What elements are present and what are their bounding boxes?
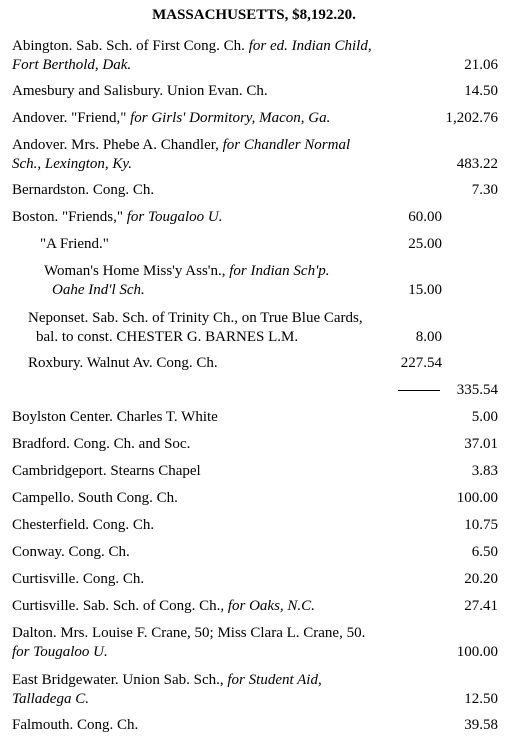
entry-text: "A Friend." (40, 236, 109, 252)
entry-subamount: 227.54 (400, 355, 442, 371)
entry-note-italic: Fort Berthold, Dak. (12, 57, 132, 73)
entry-amount: 100.00 (456, 644, 498, 660)
entry-amount: 5.00 (471, 409, 498, 425)
entry-text: Falmouth. Cong. Ch. (12, 717, 139, 733)
entry-text: Woman's Home Miss'y Ass'n., (44, 263, 230, 279)
entry-note-italic: Talladega C. (12, 691, 89, 707)
entry-description-line (12, 516, 154, 535)
page-title: MASSACHUSETTS, $8,192.20. (152, 7, 356, 23)
entry-note-italic: for Girls' Dormitory, Macon, Ga. (130, 110, 331, 126)
entry-amount: 483.22 (456, 156, 498, 172)
entry-amount: 6.50 (471, 544, 498, 560)
entry-text: Bernardston. Cong. Ch. (12, 182, 155, 198)
entry-description-line (12, 435, 190, 454)
entry-description-line (12, 570, 144, 589)
entry-description-line (12, 597, 315, 616)
entry-amount: 7.30 (471, 182, 498, 198)
entry-note-italic: Sch., Lexington, Ky. (12, 156, 132, 172)
entry-description-line (52, 281, 145, 300)
entry-subamount: 15.00 (408, 282, 442, 298)
entry-note-italic: for Student Aid, (227, 672, 322, 688)
entry-description-line (12, 208, 223, 227)
entry-text: Andover. "Friend," (12, 110, 131, 126)
entry-description-line (12, 624, 365, 643)
entry-amount: 20.20 (464, 571, 498, 587)
entry-description-line (28, 354, 218, 373)
entry-amount: 37.01 (464, 436, 498, 452)
entry-text: Bradford. Cong. Ch. and Soc. (12, 436, 191, 452)
entry-description-line (44, 262, 330, 281)
entry-description-line (36, 328, 298, 347)
entry-description-line (12, 690, 89, 709)
entry-note-italic: for Indian Sch'p. (229, 263, 330, 279)
entry-subamount: 8.00 (415, 329, 442, 345)
entry-amount: 21.06 (464, 57, 498, 73)
entry-amount: 39.58 (464, 717, 498, 733)
entry-description-line (12, 82, 268, 101)
entry-description-line (12, 136, 350, 155)
entry-text: Cambridgeport. Stearns Chapel (12, 463, 201, 479)
entry-description-line (12, 489, 178, 508)
entry-description-line (12, 109, 330, 128)
entry-description-line (12, 56, 131, 75)
entry-amount: 100.00 (456, 490, 498, 506)
entry-text: Neponset. Sab. Sch. of Trinity Ch., on True Blue Cards, (28, 310, 363, 326)
entry-text: Roxbury. Walnut Av. Cong. Ch. (28, 355, 218, 371)
entry-subamount: 25.00 (408, 236, 442, 252)
entry-text: Boylston Center. Charles T. White (12, 409, 218, 425)
entry-text: Andover. Mrs. Phebe A. Chandler, (12, 137, 223, 153)
entry-amount: 10.75 (464, 517, 498, 533)
entry-note-italic: for Tougaloo U. (126, 209, 223, 225)
entry-text: Amesbury and Salisbury. Union Evan. Ch. (12, 83, 268, 99)
entry-text: Campello. South Cong. Ch. (12, 490, 178, 506)
entry-subamount: 60.00 (408, 209, 442, 225)
entry-description-line (28, 309, 363, 328)
entry-description-line (40, 235, 109, 254)
entry-description-line (12, 716, 138, 735)
entry-text: East Bridgewater. Union Sab. Sch., (12, 672, 228, 688)
entry-amount: 3.83 (471, 463, 498, 479)
entry-amount: 1,202.76 (445, 110, 498, 126)
entry-description-line (12, 643, 108, 662)
entry-note-italic: Oahe Ind'l Sch. (52, 282, 145, 298)
entry-note-italic: for Oaks, N.C. (227, 598, 315, 614)
entry-text: Dalton. Mrs. Louise F. Crane, 50; Miss Clara L. Crane, 50. (12, 625, 366, 641)
entry-description-line (12, 543, 130, 562)
entry-text: Curtisville. Cong. Ch. (12, 571, 145, 587)
entry-description-line (12, 155, 132, 174)
entry-note-italic: for Tougaloo U. (12, 644, 108, 660)
entry-amount: 14.50 (464, 83, 498, 99)
entry-text: Curtisville. Sab. Sch. of Cong. Ch., (12, 598, 228, 614)
entry-description-line (12, 181, 154, 200)
entry-text: Boston. "Friends," (12, 209, 127, 225)
entry-text: Conway. Cong. Ch. (12, 544, 130, 560)
entry-note-italic: for ed. Indian Child, (248, 38, 372, 54)
entry-text: Chesterfield. Cong. Ch. (12, 517, 155, 533)
entry-description-line (12, 408, 218, 427)
entry-note-italic: for Chandler Normal (222, 137, 351, 153)
entry-text: Abington. Sab. Sch. of First Cong. Ch. (12, 38, 249, 54)
entry-subtotal-amount: 335.54 (456, 382, 498, 398)
entry-description-line (12, 37, 372, 56)
entry-amount: 27.41 (464, 598, 498, 614)
entry-text: bal. to const. CHESTER G. BARNES L.M. (36, 329, 299, 345)
entry-amount: 12.50 (464, 691, 498, 707)
entry-description-line (12, 462, 201, 481)
entry-description-line (12, 671, 322, 690)
